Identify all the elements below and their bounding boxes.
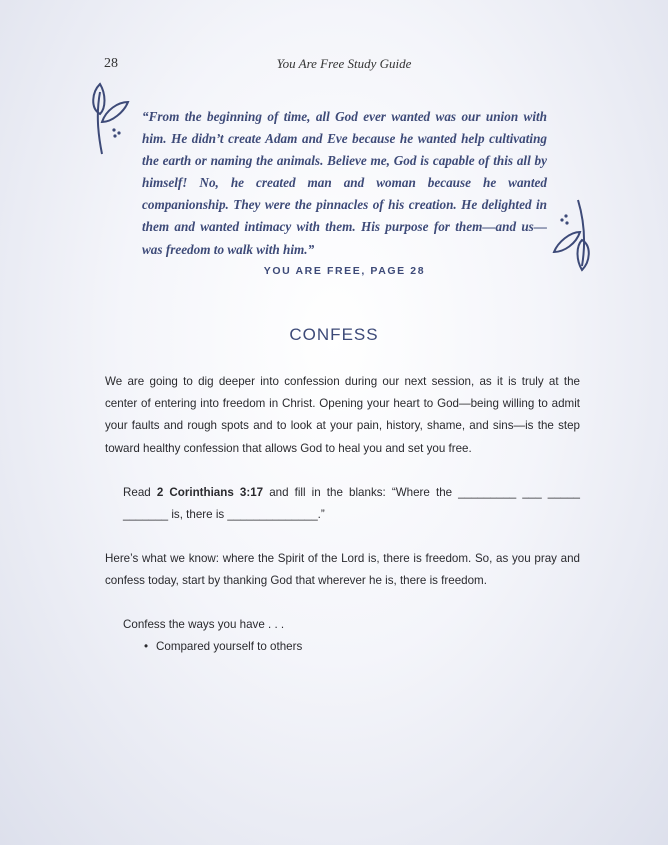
quote-source: YOU ARE FREE, PAGE 28 [263, 265, 426, 277]
freedom-paragraph: Here’s what we know: where the Spirit of the Lord is, there is freedom. So, as you pray and confess today, start by thanking God that wherever he is, there is freedom. [105, 552, 580, 588]
confess-intro: Confess the ways you have . . . [123, 618, 285, 631]
list-item: • Compared yourself to others [144, 636, 302, 658]
scripture-exercise [123, 482, 580, 526]
confess-list [144, 636, 302, 658]
pull-quote: “From the beginning of time, all God ever wanted was our union with him. He didn’t create Adam and Eve because he wanted help cultivating the earth or naming the animals. Believe me, God is capable of this all by himself! No, he created man and woman because he wanted companionship. They were the pinnacles of his creation. He delighted in them and wanted intimacy with them. His purpose for them—and us—was freedom to walk with him.” [142, 109, 547, 257]
exercise-prefix: Read [123, 486, 157, 499]
exercise-fill-in: and fill in the blanks: “Where the _________ ___ _____ _______ is, there is ______________.” [123, 486, 580, 522]
page-number: 28 [104, 56, 118, 71]
intro-paragraph: We are going to dig deeper into confession during our next session, as it is truly at the center of entering into freedom in Christ. Opening your heart to God—being willing to admit your faults and rough spots and to look at your pain, history, shame, and sins—is the step toward healthy confession that allows God to heal you and set you free. [105, 375, 580, 455]
leaf-branch-icon [88, 78, 136, 160]
scripture-reference: 2 Corinthians 3:17 [156, 486, 264, 499]
running-title: You Are Free Study Guide [276, 56, 412, 71]
leaf-branch-icon [548, 194, 596, 276]
section-heading: CONFESS [289, 325, 379, 344]
